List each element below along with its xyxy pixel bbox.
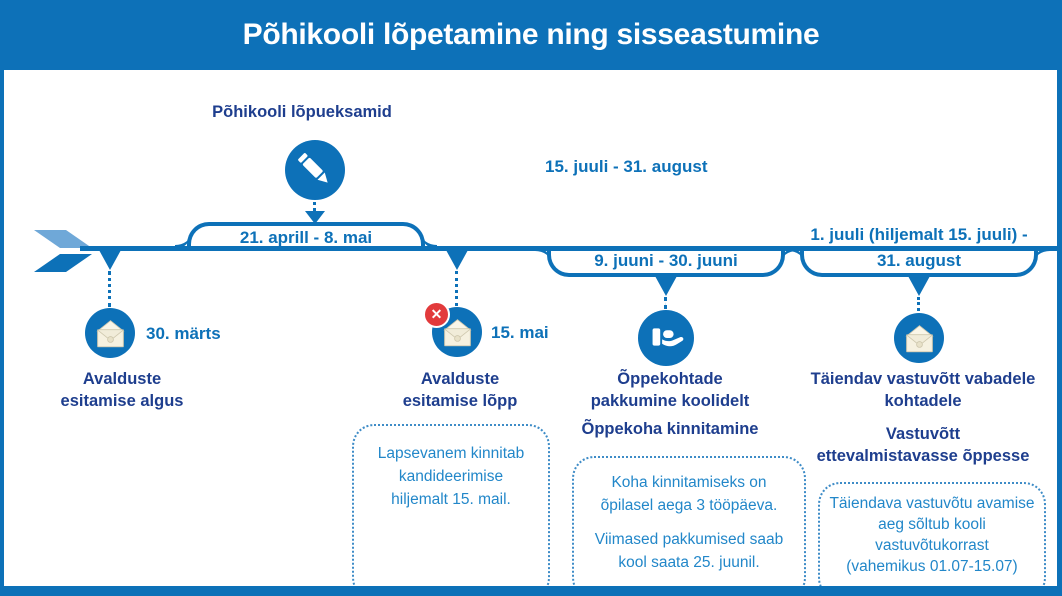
- event-subtitle-line: Vastuvõtt: [885, 425, 961, 443]
- exam-section-label: [182, 101, 422, 123]
- connector-dotted-line: [313, 202, 316, 211]
- connector-arrow-down: [908, 276, 930, 296]
- timeline-arrow-tail-icon: [28, 226, 98, 276]
- event-title: [22, 368, 222, 412]
- footer-bar: [0, 586, 1062, 596]
- note-line: Viimased pakkumised saab: [594, 531, 784, 548]
- event-title-line: esitamise lõpp: [402, 392, 518, 410]
- event-title: [360, 368, 560, 412]
- note-line: Koha kinnitamiseks on: [611, 474, 767, 491]
- event-title-line: Täiendav vastuvõtt vabadele: [810, 370, 1036, 388]
- event-date: 30. märts: [146, 324, 221, 343]
- note-line: aeg sõltub kooli: [878, 516, 986, 533]
- date-range-floating: 15. juuli - 31. august: [545, 157, 708, 176]
- bracket-august-label: 31. august: [876, 251, 962, 270]
- event-subtitle: [548, 418, 792, 440]
- event-title: [798, 368, 1048, 412]
- note-line: kandideerimise: [398, 468, 504, 485]
- note-line: Täiendava vastuvõtu avamise: [829, 495, 1035, 512]
- connector-arrow-down: [99, 250, 121, 270]
- pen-glyph: [290, 145, 339, 194]
- header-bar: [0, 0, 1062, 70]
- bracket-june: [547, 249, 785, 277]
- event-title-line: Avalduste: [420, 370, 500, 388]
- event-title-line: Avalduste: [82, 370, 162, 388]
- bracket-june-label: 9. juuni - 30. juuni: [594, 251, 738, 270]
- note-line: Lapsevanem kinnitab: [377, 445, 525, 462]
- note-paragraph: [595, 528, 783, 574]
- hand-glyph: [643, 315, 689, 361]
- envelope-glyph: [899, 318, 940, 359]
- hand-offer-icon: [638, 310, 694, 366]
- date-range-pre-label: [795, 225, 1043, 245]
- connector-arrow-down: [305, 211, 325, 224]
- exam-label-text: Põhikooli lõpueksamid: [212, 103, 392, 121]
- connector-dotted-line: [108, 271, 111, 307]
- connector-dotted-line: [455, 271, 458, 306]
- note-line: õpilasel aega 3 tööpäeva.: [600, 497, 778, 514]
- connector-dotted-line: [664, 297, 667, 309]
- event-title-line: Õppekohtade: [617, 370, 723, 388]
- envelope-open-icon: [894, 313, 944, 363]
- envelope-glyph: [90, 313, 131, 354]
- x-badge-icon: ✕: [423, 301, 450, 328]
- page-title: Põhikooli lõpetamine ning sisseastumine: [242, 18, 820, 51]
- note-line: (vahemikus 01.07-15.07): [846, 558, 1018, 575]
- note-line: kool saata 25. juunil.: [618, 554, 760, 571]
- event-title: [548, 368, 792, 412]
- event-subtitle-line: ettevalmistavasse õppesse: [816, 447, 1030, 465]
- bracket-april-may: [187, 222, 425, 249]
- connector-arrow-down: [446, 250, 468, 270]
- connector-dotted-line: [917, 297, 920, 311]
- event-date: 15. mai: [491, 323, 549, 342]
- left-border: [0, 0, 4, 596]
- connector-arrow-down: [655, 276, 677, 296]
- note-line: vastuvõtukorrast: [875, 537, 989, 554]
- pen-icon: [285, 140, 345, 200]
- note-line: hiljemalt 15. mail.: [391, 491, 511, 508]
- timeline-line: [80, 246, 1057, 251]
- event-subtitle: [798, 423, 1048, 467]
- note-box: [818, 482, 1046, 596]
- event-title-line: kohtadele: [884, 392, 962, 410]
- event-subtitle-line: Õppekoha kinnitamine: [581, 420, 759, 438]
- note-box: [572, 456, 806, 596]
- bracket-august: [800, 249, 1038, 277]
- note-box: [352, 424, 550, 596]
- event-title-line: pakkumine koolidelt: [590, 392, 750, 410]
- date-range-pre-label-text: 1. juuli (hiljemalt 15. juuli) -: [810, 225, 1028, 244]
- note-paragraph: [601, 471, 778, 517]
- bracket-april-may-label: 21. aprill - 8. mai: [239, 227, 373, 247]
- right-border: [1057, 0, 1062, 596]
- envelope-open-icon: [85, 308, 135, 358]
- event-title-line: esitamise algus: [60, 392, 184, 410]
